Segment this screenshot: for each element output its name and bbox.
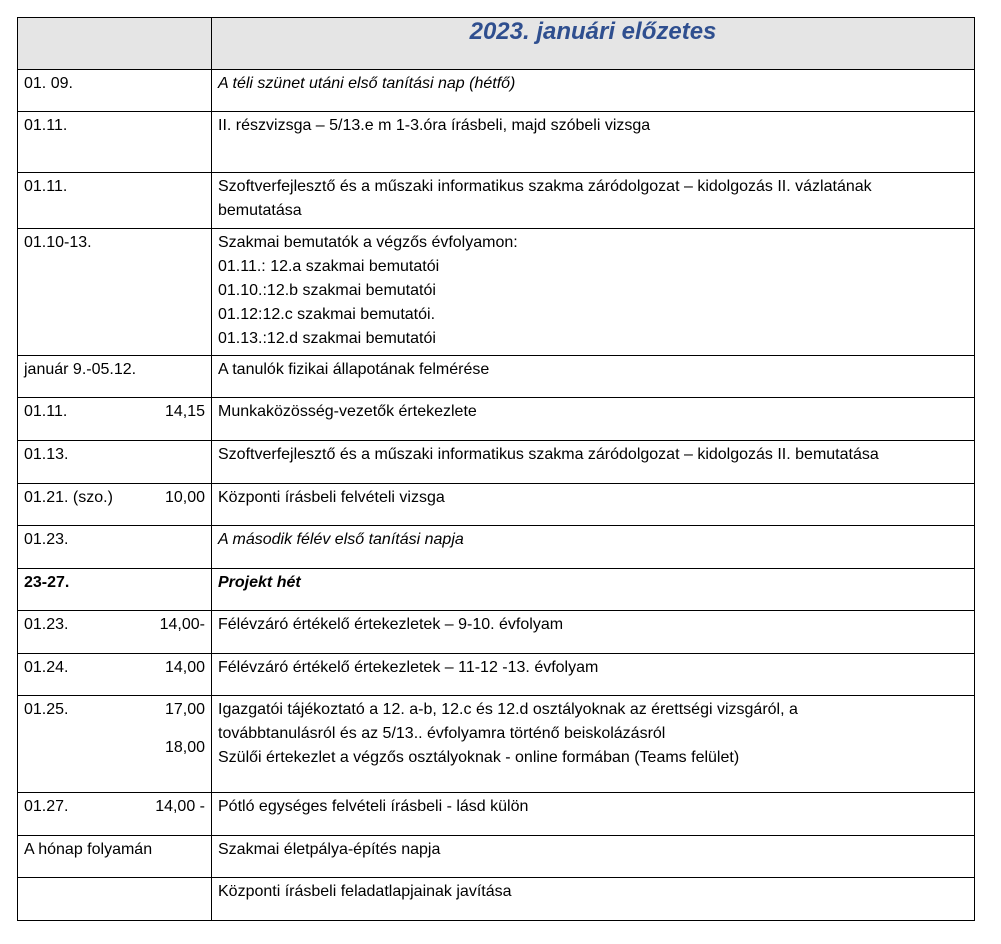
table-row [18,398,975,441]
desc-line: A második félév első tanítási napja [218,531,464,548]
date-cell [18,878,212,921]
desc-cell [212,836,975,878]
date-text: 01.24. [24,659,69,676]
desc-line: 01.10.:12.b szakmai bemutatói [218,282,436,299]
desc-cell [212,878,975,921]
desc-line: A téli szünet utáni első tanítási nap (hétfő) [218,75,516,92]
table-row [18,569,975,611]
table-row [18,611,975,654]
desc-line: 01.12:12.c szakmai bemutatói. [218,306,436,323]
header-row [18,18,975,70]
date-text: 01.13. [24,446,69,463]
desc-line: Szakmai bemutatók a végzős évfolyamon: [218,234,518,251]
page-title: 2023. januári előzetes [212,18,975,70]
header-empty-cell [18,18,212,70]
desc-line: A tanulók fizikai állapotának felmérése [218,361,490,378]
desc-line: bemutatása [218,202,302,219]
table-row [18,441,975,484]
desc-line: 01.11.: 12.a szakmai bemutatói [218,258,440,275]
table-row [18,484,975,526]
desc-line: Szoftverfejlesztő és a műszaki informatikus szakma záródolgozat – kidolgozás II. bemutatása [218,446,879,463]
table-row [18,793,975,836]
date-cell [18,70,212,112]
desc-cell [212,441,975,484]
table-row [18,696,975,793]
desc-cell [212,356,975,398]
table-row [18,70,975,112]
date-text: 01.11. [24,403,68,420]
time-text: 10,00 [164,489,205,506]
desc-cell [212,398,975,441]
date-text: január 9.-05.12. [24,361,137,378]
date-cell [18,229,212,356]
table-row [18,112,975,173]
date-cell [18,398,212,441]
date-cell [18,441,212,484]
time-text: 14,15 [164,403,205,420]
date-cell [18,484,212,526]
time-text: 14,00 - [155,798,205,815]
date-text: 01.23. [24,616,69,633]
desc-cell [212,654,975,696]
table-row [18,878,975,921]
desc-cell [212,569,975,611]
date-text: 01.10-13. [24,234,92,251]
schedule-table [17,17,975,921]
date-cell [18,356,212,398]
date-text: 01.11. [24,117,68,134]
desc-cell [212,611,975,654]
desc-cell [212,484,975,526]
date-text: 01.21. (szo.) [24,489,113,506]
date-cell [18,793,212,836]
desc-cell [212,696,975,793]
desc-line: Félévzáró értékelő értekezletek – 11-12 -13. évfolyam [218,659,599,676]
desc-cell [212,112,975,173]
date-text: 01.25. [24,701,69,718]
date-cell [18,654,212,696]
date-text: 01.27. [24,798,69,815]
desc-cell [212,229,975,356]
date-cell [18,569,212,611]
desc-cell [212,526,975,569]
desc-cell [212,173,975,229]
time-text: 14,00 [164,659,205,676]
date-text: A hónap folyamán [24,841,153,858]
desc-line: Központi írásbeli feladatlapjainak javítása [218,883,512,900]
table-row [18,836,975,878]
desc-line: Projekt hét [218,574,301,591]
date-text: 23-27. [24,574,70,591]
date-cell [18,611,212,654]
table-row [18,229,975,356]
desc-line: Igazgatói tájékoztató a 12. a-b, 12.c és 12.d osztályoknak az érettségi vizsgáról, a [218,701,798,718]
desc-line: 01.13.:12.d szakmai bemutatói [218,330,436,347]
date-cell [18,112,212,173]
desc-line: Szakmai életpálya-építés napja [218,841,441,858]
table-row [18,356,975,398]
date-cell [18,526,212,569]
desc-line: Félévzáró értékelő értekezletek – 9-10. évfolyam [218,616,564,633]
table-row [18,654,975,696]
date-cell [18,173,212,229]
time-text: 14,00- [159,616,205,633]
desc-cell [212,793,975,836]
date-text: 01.23. [24,531,69,548]
desc-line: Munkaközösség-vezetők értekezlete [218,403,477,420]
desc-line: továbbtanulásról és az 5/13.. évfolyamra történő beiskolázásról [218,725,666,742]
desc-line: Központi írásbeli felvételi vizsga [218,489,445,506]
desc-line: Szülői értekezlet a végzős osztályoknak - online formában (Teams felület) [218,749,740,766]
desc-cell [212,70,975,112]
time-text: 18,00 [164,739,205,756]
table-row [18,173,975,229]
desc-line: II. részvizsga – 5/13.e m 1-3.óra írásbeli, majd szóbeli vizsga [218,117,651,134]
desc-line: Szoftverfejlesztő és a műszaki informatikus szakma záródolgozat – kidolgozás II. vázlatának [218,178,872,195]
table-row [18,526,975,569]
date-text: 01.11. [24,178,68,195]
date-cell [18,696,212,793]
time-text: 17,00 [164,701,205,718]
date-cell [18,836,212,878]
date-text: 01. 09. [24,75,73,92]
desc-line: Pótló egységes felvételi írásbeli - lásd külön [218,798,529,815]
